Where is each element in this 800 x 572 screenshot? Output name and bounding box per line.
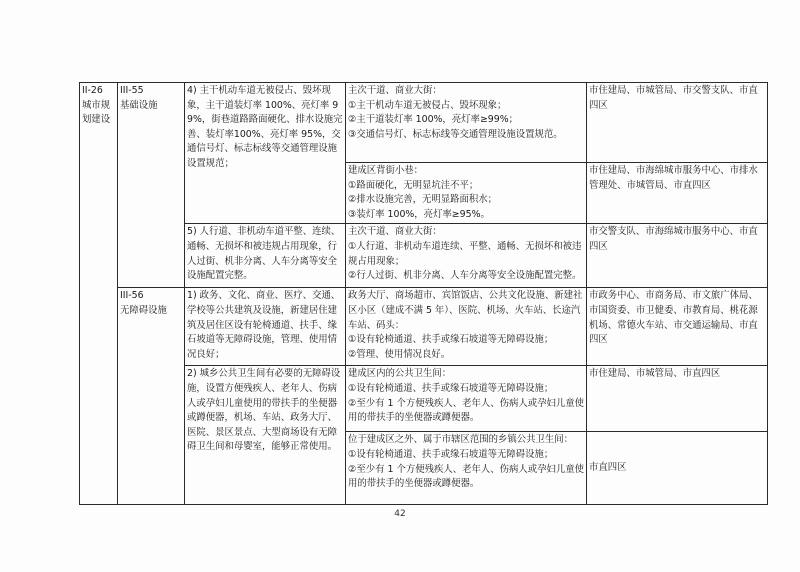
requirement-line: 主次干道、商业大街： [348,226,442,238]
table-row [80,83,768,163]
requirement-line: ②排水设施完善，无明显路面积水； [348,194,498,206]
requirement-line: ②管理、使用情况良好。 [348,348,451,360]
level1-indicator-cell [80,83,118,505]
department-cell [587,366,768,432]
requirement-line: ②主干道装灯率 100%，亮灯率≥99%； [348,114,519,126]
requirement-cell [346,288,587,366]
level1-code: II-26 [82,85,103,96]
department-cell [587,432,768,505]
department-text: 市住建局、市城管局、市直四区 [589,368,721,380]
department-text: 市住建局、市城管局、市交警支队、市直四区 [589,85,758,111]
requirement-cell [346,366,587,432]
standard-text: 4) 主干机动车道无被侵占、毁坏现象，主干道装灯率 100%、亮灯率 99%，街巷道路路面硬化、排水设施完善、装灯率100%、亮灯率 95%，交通信号灯、标志标线等交通管理设施设置规范； [187,85,343,169]
standard-cell [185,366,346,505]
requirement-line: ①设有轮椅通道、扶手或缘石坡道等无障碍设施； [348,448,554,460]
requirement-line: 建成区背街小巷： [348,165,424,176]
indicator-table [79,82,768,505]
standard-text: 5) 人行道、非机动车道平整、连续、通畅、无损坏和被违规占用现象，行人过街、机非分离、人车分离等安全设施配置完整。 [187,226,341,282]
standard-cell [185,224,346,288]
requirement-line: ③装灯率 100%，亮灯率≥95%。 [348,208,490,220]
department-text: 市住建局、市海绵城市服务中心、市排水管理处、市城管局、市直四区 [589,165,758,191]
level1-name: 城市规划建设 [82,99,111,126]
department-text: 市直四区 [589,462,627,474]
requirement-line: ①人行道、非机动车道连续、平整、通畅、无损坏和被违规占用现象； [348,240,582,267]
requirement-line: 建成区内的公共卫生间： [348,368,452,380]
department-cell [587,224,768,288]
standard-cell [185,83,346,224]
standard-text: 2) 城乡公共卫生间有必要的无障碍设施，设置方便残疾人、老年人、伤病人或孕妇儿童使用的带扶手的坐便器或蹲便器，机场、车站、政务大厅、医院、景区景点、大型商场设有无障碍卫生间和母婴室，能够正常使用。 [187,368,341,453]
requirement-line: ①设有轮椅通道、扶手或缘石坡道等无障碍设施； [348,334,554,346]
requirement-line: ①设有轮椅通道、扶手或缘石坡道等无障碍设施； [348,382,554,394]
level2-code: III-56 [120,290,144,302]
requirement-line: ③交通信号灯、标志标线等交通管理设施设置规范。 [348,128,563,140]
requirement-cell [346,224,587,288]
requirement-line: ①路面硬化，无明显坑洼不平； [348,179,479,191]
level2-indicator-cell [118,288,185,505]
level2-code: III-55 [120,85,144,96]
department-cell [587,288,768,366]
standard-cell [185,288,346,366]
department-cell [587,163,768,224]
requirement-line: ②至少有 1 个方便残疾人、老年人、伤病人或孕妇儿童使用的带扶手的坐便器或蹲便器。 [348,463,584,490]
department-text: 市政务中心、市商务局、市文旅广体局、市国资委、市卫健委、市教育局、桃花源机场、常德火车站、市交通运输局、市直四区 [589,290,758,346]
requirement-line: ②至少有 1 个方便残疾人、老年人、伤病人或孕妇儿童使用的带扶手的坐便器或蹲便器。 [348,397,584,424]
requirement-line: 位于建成区之外、属于市辖区范围的乡镇公共卫生间： [348,434,574,446]
requirement-line: 政务大厅、商场超市、宾馆饭店、公共文化设施、新建社区小区（建成不满 5 年）、医院、机场、火车站、长途汽车站、码头： [348,290,583,331]
requirement-cell [346,163,587,224]
requirement-line: ②行人过街、机非分离、人车分离等安全设施配置完整。 [348,270,582,282]
page-number: 42 [394,509,406,519]
level2-indicator-cell [118,83,185,288]
requirement-cell [346,432,587,505]
table-row [80,288,768,366]
level2-name: 基础设施 [120,99,158,111]
level2-name: 无障碍设施 [120,304,167,316]
requirement-cell [346,83,587,163]
requirement-line: 主次干道、商业大街： [348,85,442,96]
standard-text: 1) 政务、文化、商业、医疗、交通、学校等公共建筑及设施，新建居住建筑及居住区设有轮椅通道、扶手、缘石坡道等无障碍设施，管理、使用情况良好； [187,290,341,360]
department-text: 市交警支队、市海绵城市服务中心、市直四区 [589,226,758,252]
department-cell [587,83,768,163]
requirement-line: ①主干机动车道无被侵占、毁坏现象； [348,99,507,111]
